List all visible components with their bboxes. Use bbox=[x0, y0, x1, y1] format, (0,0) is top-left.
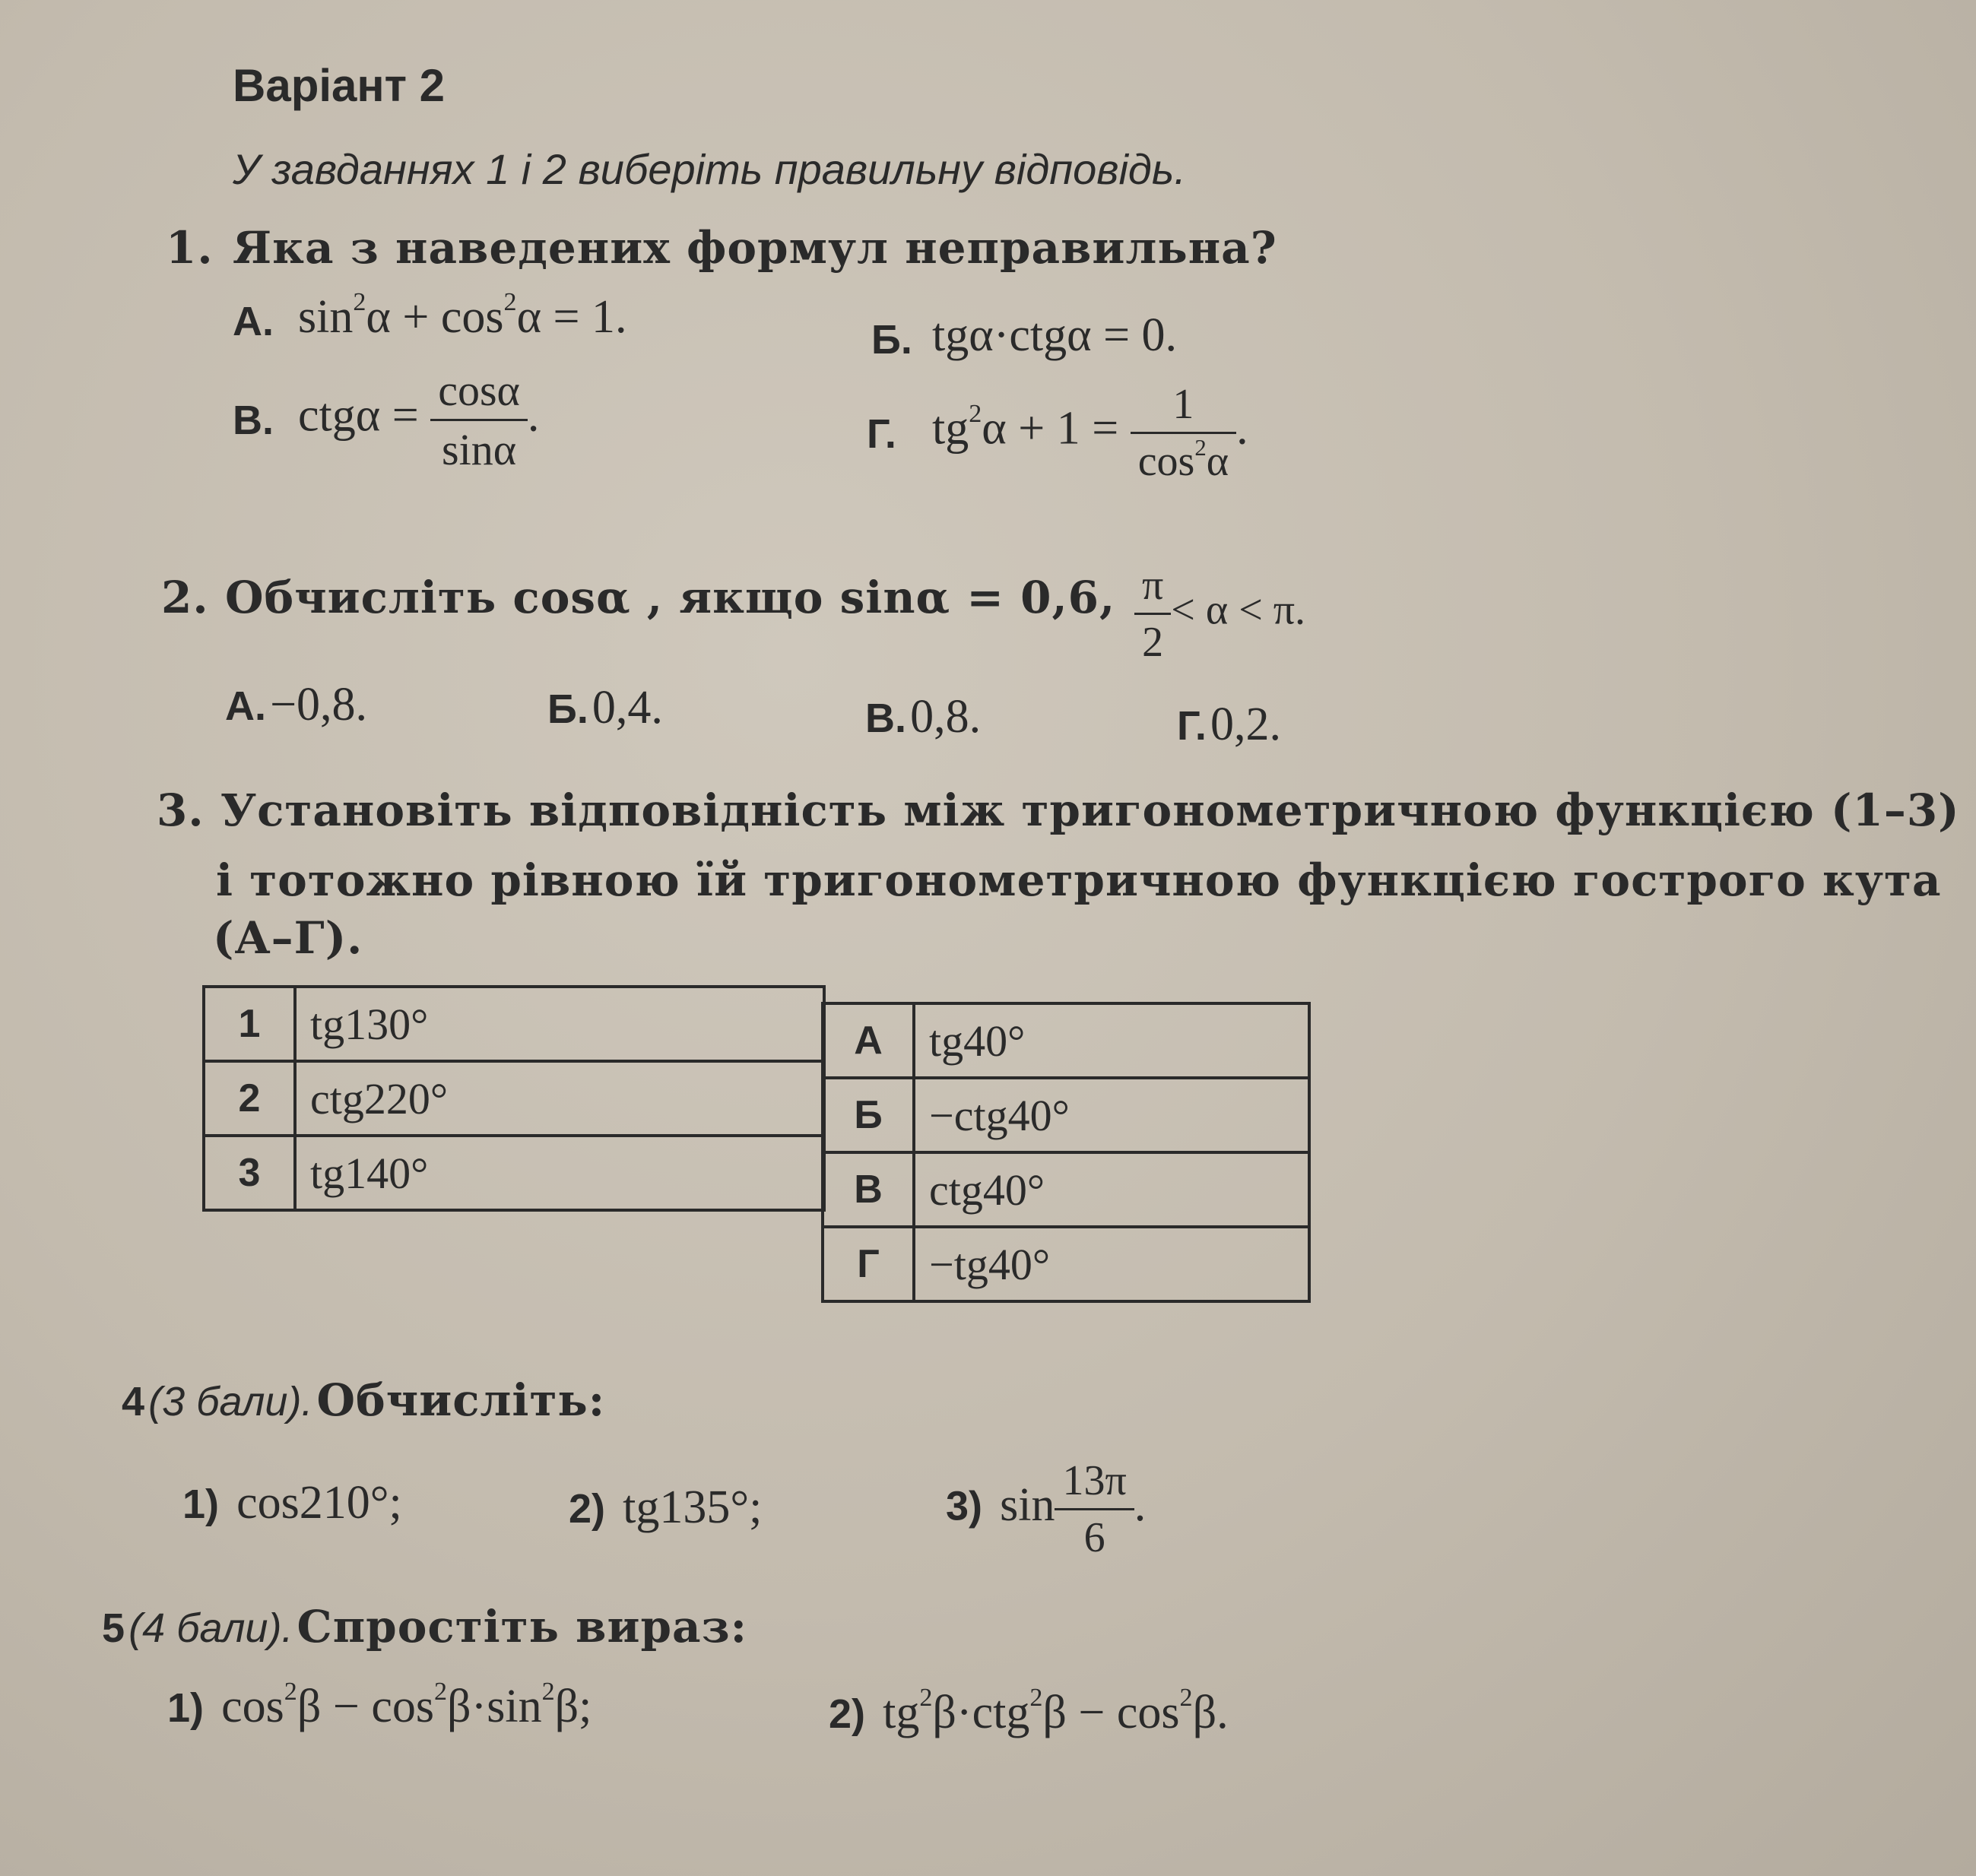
q2-option-g-value: 0,2. bbox=[1210, 699, 1281, 750]
q3-right-func: tg40° bbox=[914, 1003, 1309, 1078]
q1-option-b-label: Б. bbox=[871, 317, 912, 363]
q4-item-2 bbox=[569, 1481, 762, 1535]
table-row bbox=[204, 1061, 824, 1136]
q2-range-tail: < α < π. bbox=[1171, 586, 1306, 634]
q3-right-letter: В bbox=[823, 1152, 914, 1227]
q2-option-a-label: А. bbox=[225, 683, 266, 729]
q3-right-table bbox=[821, 1002, 1311, 1303]
q1-g-fraction bbox=[1131, 380, 1236, 486]
q1-v-fraction bbox=[430, 365, 528, 475]
q2-frac-num: π bbox=[1134, 561, 1171, 615]
q3-left-table bbox=[202, 985, 826, 1212]
q1-v-den: sinα bbox=[442, 425, 517, 474]
q4-number: 4 bbox=[122, 1379, 145, 1424]
q3-left-num: 2 bbox=[204, 1061, 295, 1136]
q3-right-letter: А bbox=[823, 1003, 914, 1078]
q5-item-1-index: 1) bbox=[167, 1685, 205, 1731]
table-row bbox=[823, 1078, 1309, 1152]
q2-option-b-label: Б. bbox=[547, 686, 588, 732]
q3-line1: Установіть відповідність між тригонометричною функцією (1–3) bbox=[220, 784, 1960, 836]
q4-item-1-expr: cos210°; bbox=[236, 1477, 402, 1529]
q4-item-1 bbox=[182, 1476, 402, 1530]
q2-option-b-value: 0,4. bbox=[592, 682, 663, 734]
q2-option-v-label: В. bbox=[865, 696, 906, 741]
q1-v-lhs: ctgα = bbox=[298, 389, 419, 442]
q3-line3: (А–Г). bbox=[213, 912, 363, 964]
q3-left-func: tg140° bbox=[295, 1136, 824, 1210]
q2-option-b bbox=[547, 681, 663, 735]
q1-text: Яка з наведених формул неправильна? bbox=[233, 222, 1277, 274]
table-row bbox=[204, 987, 824, 1061]
q2-option-v-value: 0,8. bbox=[910, 691, 982, 743]
instruction: У завданнях 1 і 2 виберіть правильну відповідь. bbox=[233, 145, 1186, 193]
q3-right-func: −ctg40° bbox=[914, 1078, 1309, 1152]
q2-text: Обчисліть cosα , якщо sinα = 0,6, bbox=[225, 572, 1116, 623]
q5-item-2 bbox=[829, 1686, 1229, 1740]
q4-item-3-expr: sin $\frac{13\pi}{6}$ . bbox=[1000, 1457, 1147, 1561]
q5-item-1-expr: $\cos^2\beta - \cos^2\beta\cdot\sin^2\beta$; bbox=[221, 1678, 592, 1732]
q1-option-a-label: А. bbox=[233, 299, 274, 344]
table-row bbox=[823, 1003, 1309, 1078]
q1-g-num: 1 bbox=[1131, 380, 1236, 434]
q3-left-num: 3 bbox=[204, 1136, 295, 1210]
page-title: Варіант 2 bbox=[233, 60, 446, 111]
q1-option-v-label: В. bbox=[233, 398, 274, 443]
q5-item-2-expr: $tg^2\beta\cdot ctg^2\beta - \cos^2\beta$. bbox=[883, 1684, 1229, 1738]
table-row bbox=[823, 1227, 1309, 1301]
q5-points: (4 бали). bbox=[128, 1605, 293, 1651]
q4-item-3-func: sin bbox=[1000, 1478, 1055, 1531]
q4-text: Обчисліть: bbox=[316, 1374, 606, 1426]
q5-text: Спростіть вираз: bbox=[297, 1601, 748, 1653]
q2-option-a bbox=[225, 678, 367, 732]
q4-points: (3 бали). bbox=[148, 1379, 313, 1424]
q5-heading bbox=[102, 1601, 747, 1653]
q3-left-func: ctg220° bbox=[295, 1061, 824, 1136]
q1-v-num: cosα bbox=[430, 365, 528, 421]
q4-item-3-index: 3) bbox=[946, 1483, 983, 1529]
q4-heading bbox=[122, 1374, 605, 1426]
q5-item-2-index: 2) bbox=[829, 1691, 866, 1737]
table-row bbox=[823, 1152, 1309, 1227]
q2-option-v bbox=[865, 690, 981, 744]
q3-left-num: 1 bbox=[204, 987, 295, 1061]
q2-option-g bbox=[1177, 698, 1281, 752]
q4-item-3 bbox=[946, 1456, 1146, 1562]
q5-number: 5 bbox=[102, 1605, 125, 1651]
q1-g-den: $\cos^2\alpha$ bbox=[1137, 434, 1229, 485]
q5-item-1 bbox=[167, 1680, 592, 1734]
table-row bbox=[204, 1136, 824, 1210]
q4-item-2-index: 2) bbox=[569, 1486, 606, 1532]
q1-option-g-label: Г. bbox=[867, 411, 896, 457]
q1-number: 1. bbox=[166, 222, 214, 274]
q3-right-func: −tg40° bbox=[914, 1227, 1309, 1301]
q4-item-3-fraction bbox=[1055, 1456, 1134, 1562]
q3-right-letter: Г bbox=[823, 1227, 914, 1301]
q4-item-1-index: 1) bbox=[182, 1481, 220, 1527]
q3-line2: і тотожно рівною їй тригонометричною функцією гострого кута bbox=[216, 854, 1942, 906]
q1-option-g-formula: $tg^2\alpha + 1$ = $\frac{1}{\cos^2\alpha}$ . bbox=[932, 381, 1248, 485]
q1-option-b-formula: tgα·ctgα = 0. bbox=[932, 309, 1178, 361]
q1-option-v-formula: ctgα = $\frac{\cos\alpha}{\sin\alpha}$ . bbox=[298, 366, 540, 474]
q4-item-2-expr: tg135°; bbox=[623, 1481, 763, 1533]
q3-right-letter: Б bbox=[823, 1078, 914, 1152]
q4-item-3-den: 6 bbox=[1083, 1514, 1105, 1561]
q3-left-func: tg130° bbox=[295, 987, 824, 1061]
q2-range bbox=[1134, 561, 1305, 667]
q3-right-func: ctg40° bbox=[914, 1152, 1309, 1227]
q2-frac-den: 2 bbox=[1142, 619, 1164, 666]
q2-option-a-value: −0,8. bbox=[270, 679, 368, 730]
q1-option-a-formula: $\sin^2\alpha + \cos^2\alpha = 1$. bbox=[298, 288, 627, 343]
q2-number: 2. bbox=[161, 572, 209, 623]
q4-item-3-num: 13π bbox=[1055, 1456, 1134, 1510]
q2-pi-half bbox=[1134, 561, 1171, 667]
q1-g-dot: . bbox=[1236, 402, 1248, 455]
q2-option-g-label: Г. bbox=[1177, 703, 1207, 749]
q3-number: 3. bbox=[157, 784, 205, 836]
